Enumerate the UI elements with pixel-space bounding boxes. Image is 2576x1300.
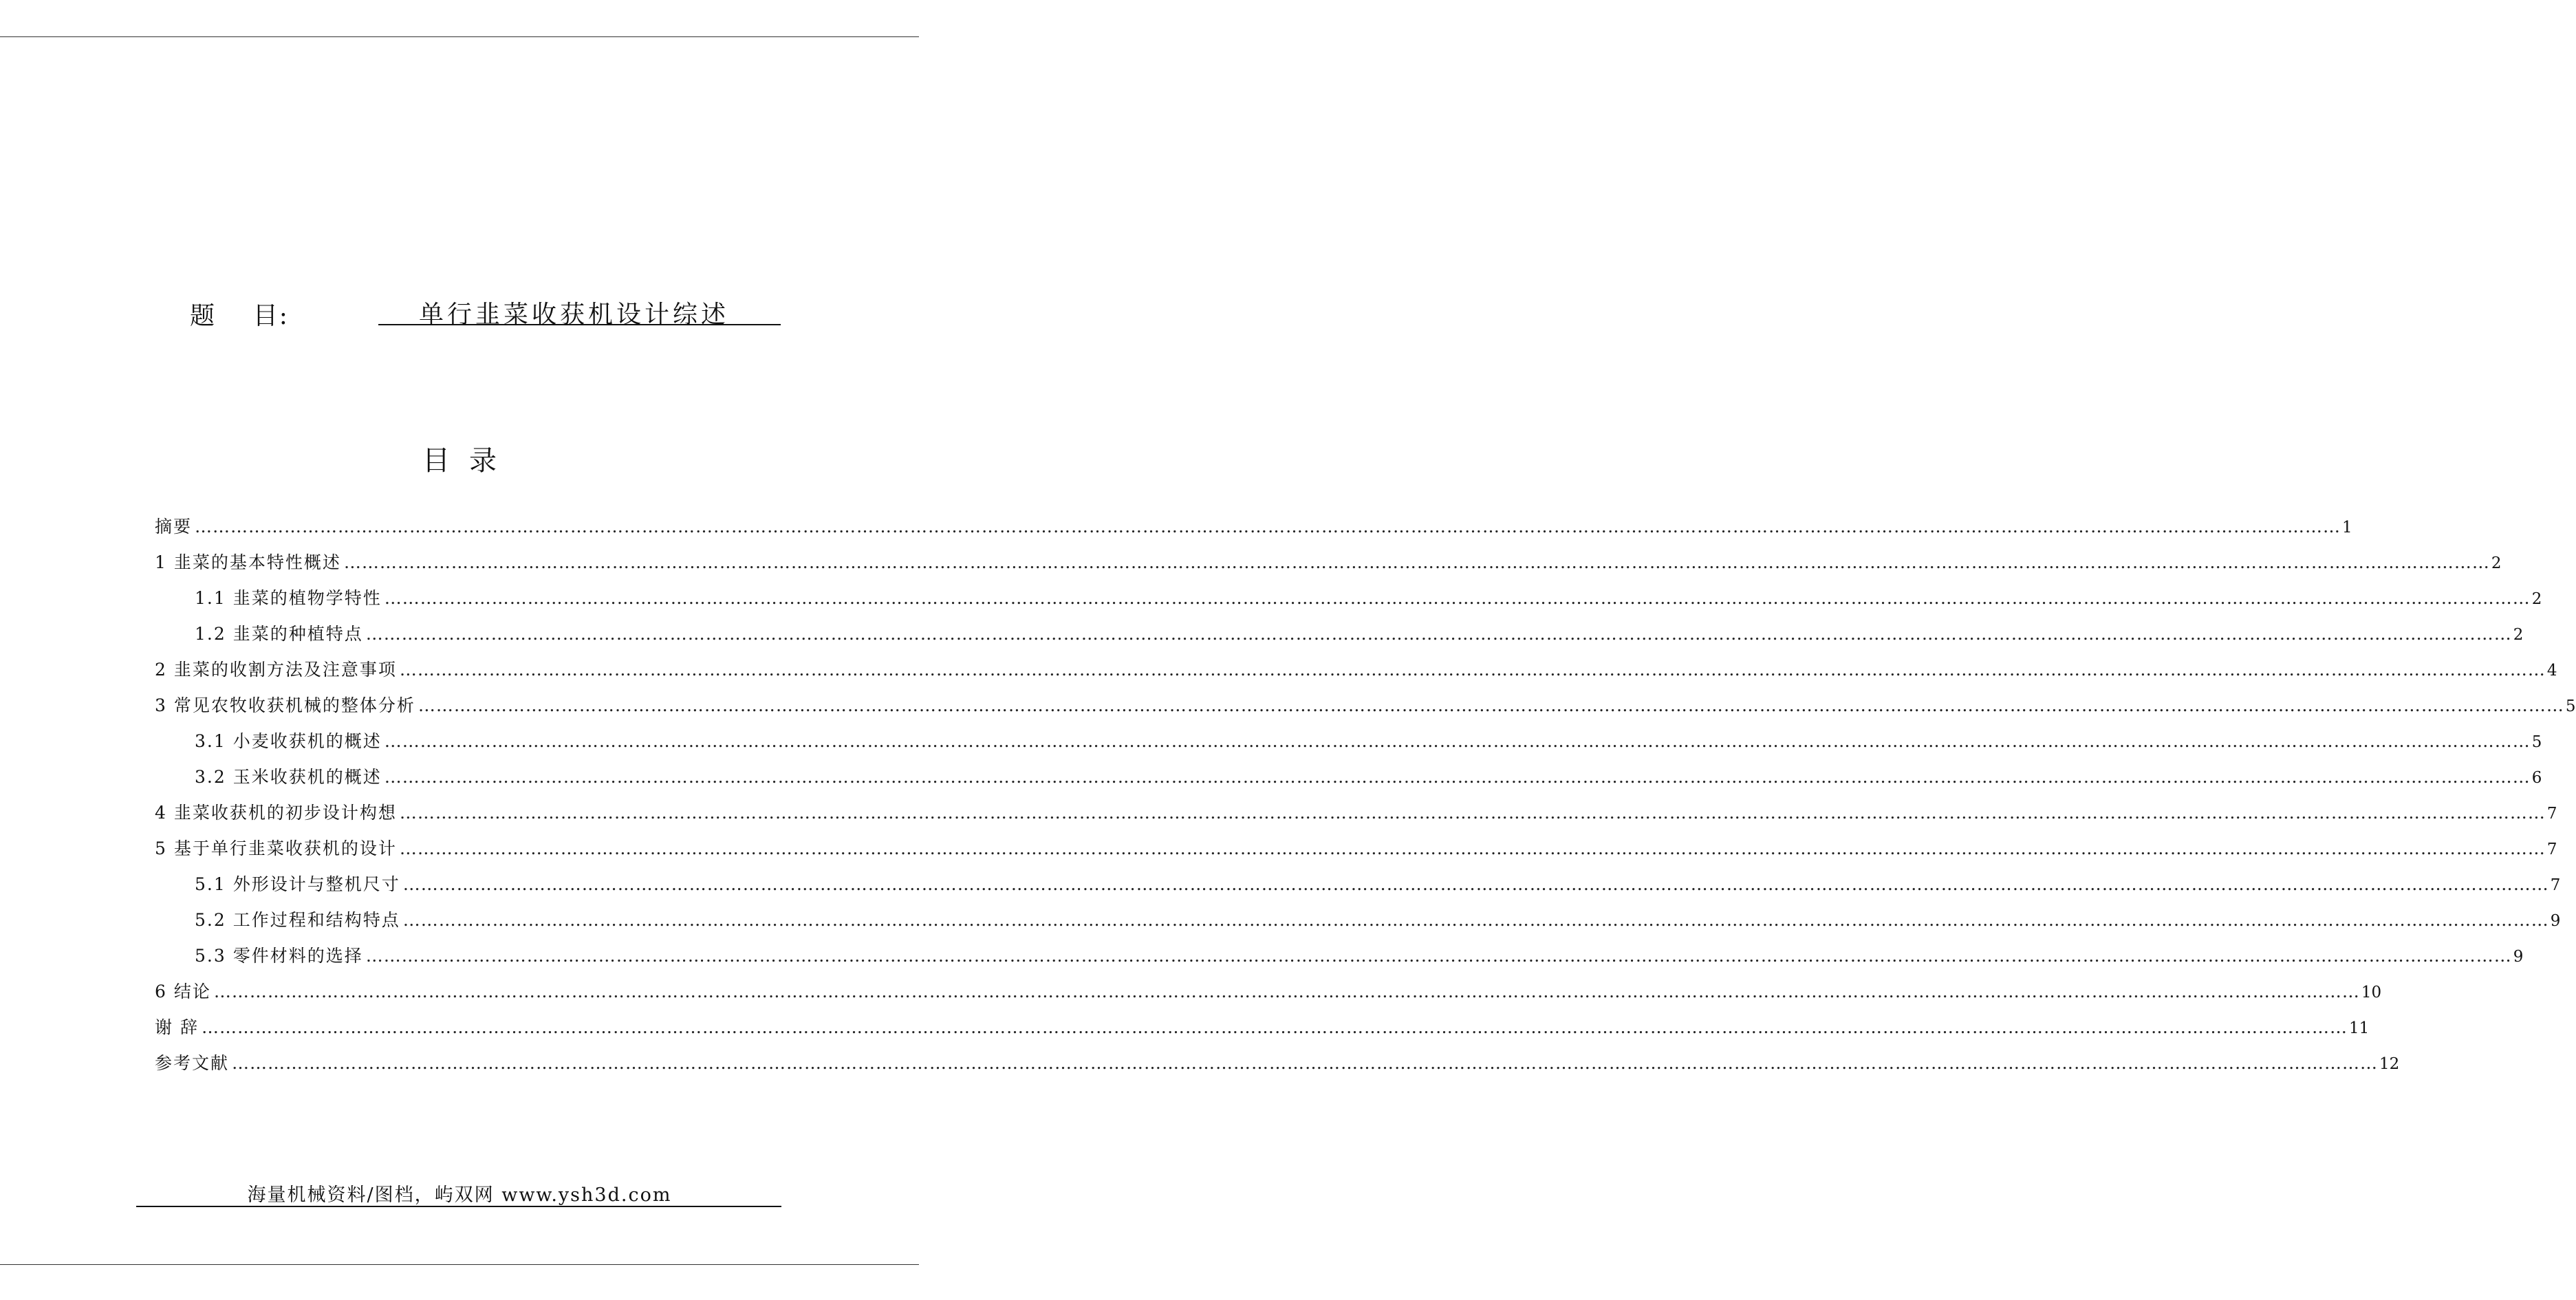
bottom-border-line: [0, 1264, 919, 1265]
toc-dot-leader: ………………………………………………………………………………………………………………………………………………………………………………………………………………………………………………………………………………………………………………………………: [195, 517, 2341, 537]
toc-entry-page-number: 9: [2550, 912, 2561, 930]
toc-entry[interactable]: [155, 581, 2542, 616]
toc-entry-label: 6 结论: [155, 982, 211, 1001]
table-of-contents: [155, 509, 2576, 1081]
toc-entry[interactable]: [155, 1010, 2370, 1046]
toc-entry-page-number: 12: [2379, 1055, 2400, 1073]
toc-entry-page-number: 7: [2550, 876, 2561, 894]
toc-entry-page-number: 2: [2491, 554, 2502, 572]
toc-dot-leader: ………………………………………………………………………………………………………………………………………………………………………………………………………………………………………………………………………………………………………………………………: [418, 695, 2564, 715]
toc-dot-leader: ………………………………………………………………………………………………………………………………………………………………………………………………………………………………………………………………………………………………………………………………: [365, 946, 2512, 966]
toc-entry[interactable]: [155, 795, 2557, 831]
toc-dot-leader: ………………………………………………………………………………………………………………………………………………………………………………………………………………………………………………………………………………………………………………………………: [232, 1053, 2379, 1073]
toc-dot-leader: ………………………………………………………………………………………………………………………………………………………………………………………………………………………………………………………………………………………………………………………………: [399, 660, 2546, 680]
toc-dot-leader: ………………………………………………………………………………………………………………………………………………………………………………………………………………………………………………………………………………………………………………………………: [402, 874, 2549, 894]
toc-entry-page-number: 9: [2513, 948, 2524, 966]
toc-dot-leader: ………………………………………………………………………………………………………………………………………………………………………………………………………………………………………………………………………………………………………………………………: [399, 803, 2546, 823]
toc-entry-label: 2 韭菜的收割方法及注意事项: [155, 660, 397, 680]
toc-entry-label: 3.2 玉米收获机的概述: [195, 767, 382, 787]
toc-entry[interactable]: [155, 1046, 2400, 1081]
toc-entry[interactable]: [155, 867, 2561, 902]
top-border-line: [0, 36, 919, 37]
toc-entry[interactable]: [155, 831, 2557, 867]
footer-watermark-text: 海量机械资料/图档，屿双网 www.ysh3d.com: [247, 1184, 672, 1206]
toc-entry-label: 5.1 外形设计与整机尺寸: [195, 874, 400, 894]
toc-entry[interactable]: [155, 902, 2561, 938]
title-label: 题 目:: [190, 302, 289, 330]
toc-dot-leader: ………………………………………………………………………………………………………………………………………………………………………………………………………………………………………………………………………………………………………………………………: [201, 1017, 2348, 1037]
toc-entry[interactable]: [155, 688, 2576, 724]
toc-dot-leader: ………………………………………………………………………………………………………………………………………………………………………………………………………………………………………………………………………………………………………………………………: [213, 982, 2360, 1001]
toc-entry-label: 摘要: [155, 517, 193, 537]
toc-entry-label: 3.1 小麦收获机的概述: [195, 731, 382, 751]
toc-entry-page-number: 4: [2546, 662, 2557, 680]
toc-entry-label: 参考文献: [155, 1053, 230, 1073]
toc-dot-leader: ………………………………………………………………………………………………………………………………………………………………………………………………………………………………………………………………………………………………………………………………: [384, 731, 2531, 751]
toc-entry-page-number: 10: [2361, 984, 2382, 1001]
toc-entry[interactable]: [155, 509, 2352, 545]
toc-entry[interactable]: [155, 759, 2542, 795]
toc-entry-label: 5.2 工作过程和结构特点: [195, 910, 400, 930]
document-title: 单行韭菜收获机设计综述: [418, 301, 729, 329]
toc-dot-leader: ………………………………………………………………………………………………………………………………………………………………………………………………………………………………………………………………………………………………………………………………: [384, 588, 2531, 608]
toc-entry-page-number: 1: [2342, 519, 2352, 537]
toc-entry-page-number: 7: [2546, 841, 2557, 858]
toc-entry-page-number: 6: [2531, 769, 2542, 787]
toc-entry-page-number: 5: [2565, 697, 2576, 715]
toc-dot-leader: ………………………………………………………………………………………………………………………………………………………………………………………………………………………………………………………………………………………………………………………………: [402, 910, 2549, 930]
toc-entry[interactable]: [155, 652, 2557, 688]
toc-entry[interactable]: [155, 724, 2542, 759]
toc-entry-label: 3 常见农牧收获机械的整体分析: [155, 695, 415, 715]
toc-entry-label: 1.1 韭菜的植物学特性: [195, 588, 382, 608]
toc-entry-page-number: 7: [2546, 805, 2557, 823]
title-row: [0, 292, 919, 334]
toc-entry-page-number: 11: [2348, 1019, 2370, 1037]
toc-dot-leader: ………………………………………………………………………………………………………………………………………………………………………………………………………………………………………………………………………………………………………………………………: [365, 624, 2512, 644]
toc-entry[interactable]: [155, 938, 2524, 974]
toc-entry-page-number: 2: [2531, 590, 2542, 608]
toc-entry[interactable]: [155, 974, 2382, 1010]
toc-dot-leader: ………………………………………………………………………………………………………………………………………………………………………………………………………………………………………………………………………………………………………………………………: [343, 552, 2490, 572]
toc-entry-label: 5 基于单行韭菜收获机的设计: [155, 838, 397, 858]
footer-rule: [136, 1206, 781, 1207]
toc-entry-label: 1.2 韭菜的种植特点: [195, 624, 363, 644]
toc-entry-label: 5.3 零件材料的选择: [195, 946, 363, 966]
toc-entry[interactable]: [155, 616, 2524, 652]
toc-entry-label: 谢 辞: [155, 1017, 199, 1037]
toc-dot-leader: ………………………………………………………………………………………………………………………………………………………………………………………………………………………………………………………………………………………………………………………………: [399, 838, 2546, 858]
toc-entry-page-number: 5: [2531, 733, 2542, 751]
toc-entry-label: 4 韭菜收获机的初步设计构想: [155, 803, 397, 823]
toc-dot-leader: ………………………………………………………………………………………………………………………………………………………………………………………………………………………………………………………………………………………………………………………………: [384, 767, 2531, 787]
toc-entry-label: 1 韭菜的基本特性概述: [155, 552, 341, 572]
toc-heading: 目录: [422, 445, 516, 477]
toc-entry-page-number: 2: [2513, 626, 2524, 644]
toc-entry[interactable]: [155, 545, 2502, 581]
